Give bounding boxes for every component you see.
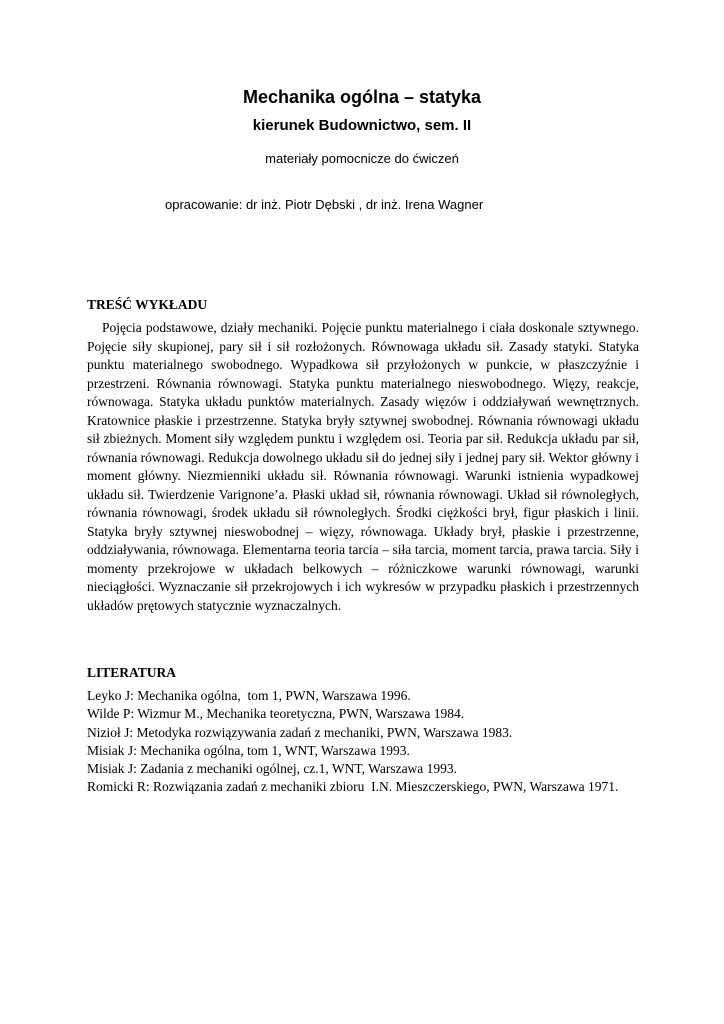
literature-list — [87, 687, 618, 797]
literature-item: Wilde P: Wizmur M., Mechanika teoretyczna, PWN, Warszawa 1984. — [87, 706, 465, 722]
authors-line: opracowanie: dr inż. Piotr Dębski , dr inż. Irena Wagner — [165, 197, 484, 212]
materials-note: materiały pomocnicze do ćwiczeń — [265, 151, 459, 166]
literature-item: Nizioł J: Metodyka rozwiązywania zadań z mechaniki, PWN, Warszawa 1983. — [87, 724, 513, 740]
literature-item: Misiak J: Zadania z mechaniki ogólnej, cz.1, WNT, Warszawa 1993. — [87, 761, 458, 777]
literature-item: Leyko J: Mechanika ogólna, tom 1, PWN, Warszawa 1996. — [87, 688, 411, 703]
document-subtitle: kierunek Budownictwo, sem. II — [252, 117, 472, 134]
literature-item: Romicki R: Rozwiązania zadań z mechaniki zbioru I.N. Mieszczerskiego, PWN, Warszawa 1971. — [87, 779, 619, 795]
document-title: Mechanika ogólna – statyka — [242, 87, 482, 107]
lecture-heading: TREŚĆ WYKŁADU — [87, 297, 208, 312]
literature-item: Misiak J: Mechanika ogólna, tom 1, WNT, Warszawa 1993. — [87, 742, 410, 758]
lecture-content: Pojęcia podstawowe, działy mechaniki. Pojęcie punktu materialnego i ciała doskonale sztywnego. Pojęcie siły skupionej, pary sił i sił rozłożonych. Równowaga układu sił. Zasady statyki. Statyka punktu materialnego swobodnego. Wypadkowa sił przyłożonych w punkcie, w płaszczyźnie i przestrzeni. Równania równowagi. Statyka punktu materialnego nieswobodnego. Więzy, reakcje, równowaga. Statyka układu punktów materialnych. Zasady więzów i oddziaływań wewnętrznych. Kratownice płaskie i przestrzenne. Statyka bryły sztywnej swobodnej. Równania równowagi układu sił zbieżnych. Moment siły względem punktu i względem osi. Teoria par sił. Redukcja układu par sił, równania równowagi. Redukcja dowolnego układu sił do jednej siły i jednej pary sił. Wektor główny i moment główny. Niezmienniki układu sił. Równania równowagi. Warunki istnienia wypadkowej układu sił. Twierdzenie Varignone’a. Płaski układ sił, równania równowagi. Układ sił równoległych, równania równowagi, środek układu sił równoległych. Środki ciężkości brył, figur płaskich i linii. Statyka bryły sztywnej nieswobodnej – więzy, równowaga. Układy brył, płaskie i przestrzenne, oddziaływania, równowaga. Elementarna teoria tarcia – siła tarcia, moment tarcia, prawa tarcia. Siły i momenty przekrojowe w układach belkowych – różniczkowe warunki równowagi, warunki nieciągłości. Wyznaczanie sił przekrojowych i ich wykresów w przypadku płaskich i przestrzennych układów prętowych statycznie wyznaczalnych. — [87, 320, 639, 613]
literature-heading: LITERATURA — [87, 665, 177, 680]
